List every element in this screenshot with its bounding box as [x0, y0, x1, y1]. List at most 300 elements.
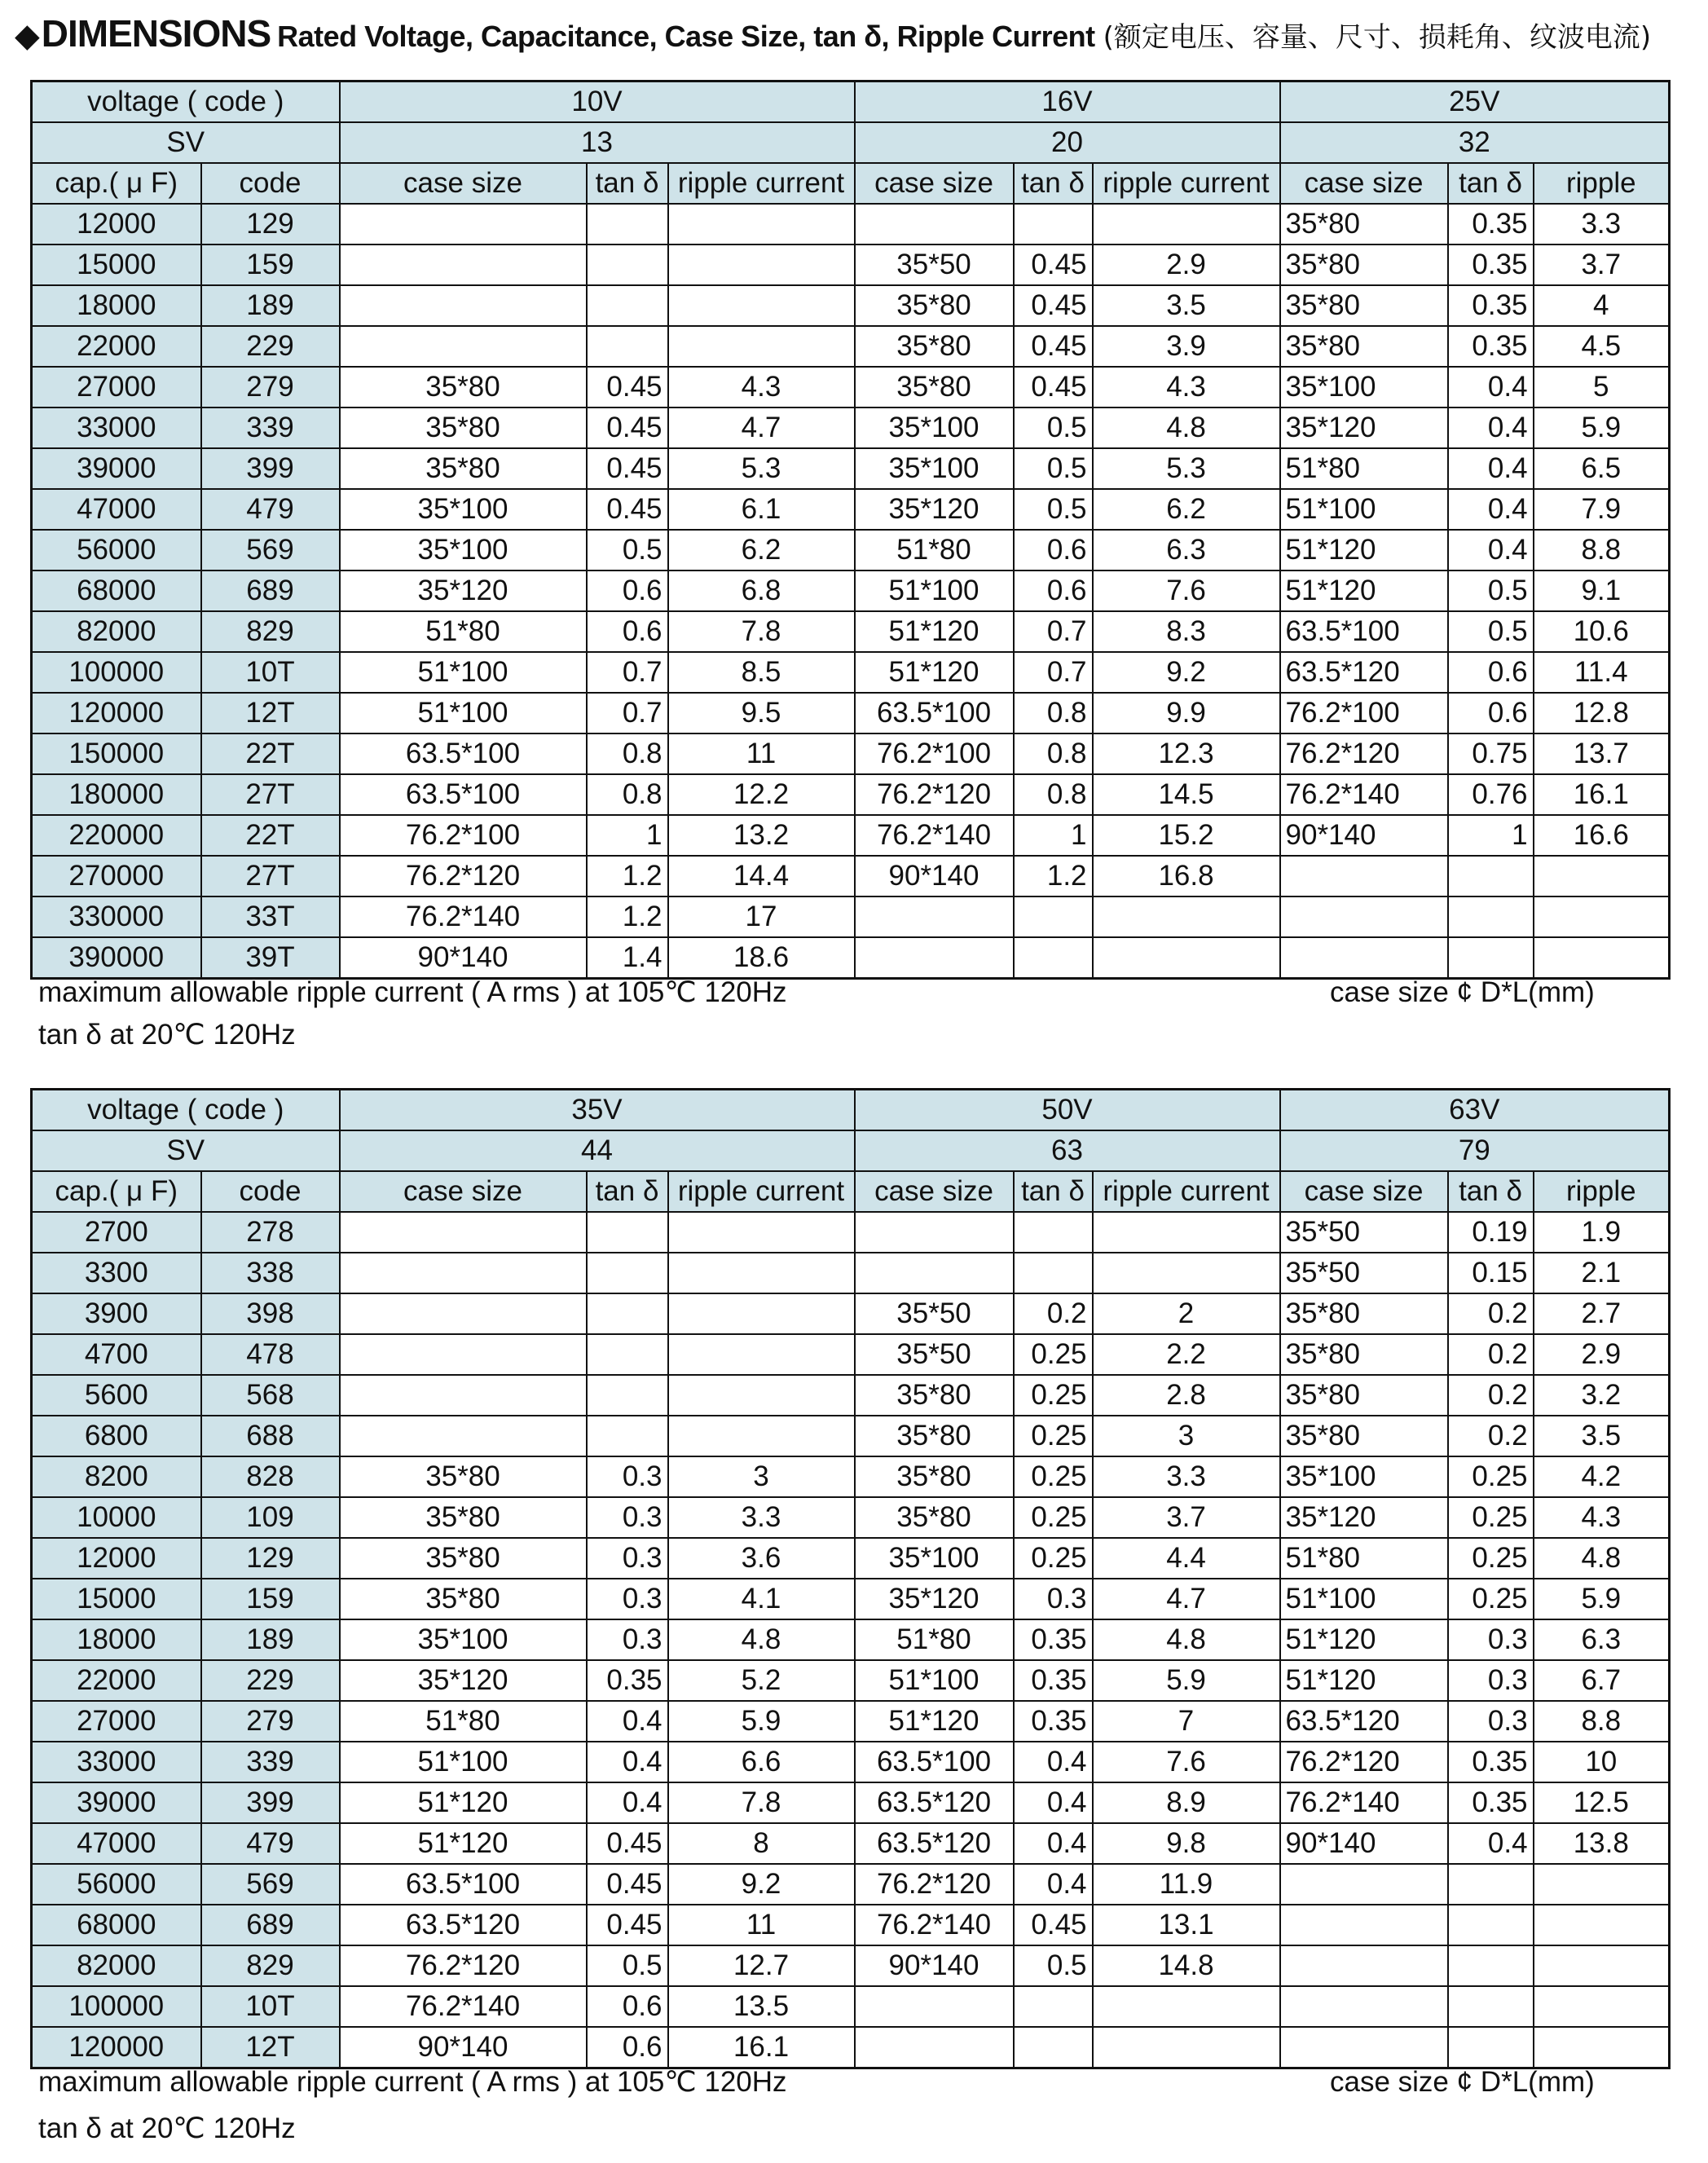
code-cell: 479 — [201, 489, 340, 530]
code-cell: 399 — [201, 448, 340, 489]
ripple-cell — [668, 326, 855, 367]
table-row — [32, 1416, 1670, 1456]
ripple-cell: 12.3 — [1093, 733, 1280, 774]
voltage-code-label: voltage ( code ) — [32, 1090, 340, 1131]
ripple-cell — [1534, 1986, 1670, 2027]
cap-cell: 33000 — [32, 1742, 201, 1782]
table-row — [32, 285, 1670, 326]
ripple-header: ripple current — [668, 1171, 855, 1212]
table-row — [32, 611, 1670, 652]
case-size-cell: 35*80 — [855, 1375, 1014, 1416]
case-size-cell: 35*120 — [1280, 1497, 1448, 1538]
case-size-cell: 76.2*120 — [340, 856, 587, 896]
ripple-cell: 4.3 — [1534, 1497, 1670, 1538]
tan-delta-cell: 0.45 — [587, 448, 668, 489]
table-row — [32, 1579, 1670, 1619]
ripple-cell: 5.9 — [1534, 407, 1670, 448]
tan-delta-cell — [587, 204, 668, 244]
case-size-cell: 51*120 — [1280, 1660, 1448, 1701]
code-cell: 338 — [201, 1253, 340, 1293]
table-row — [32, 1945, 1670, 1986]
cap-cell: 68000 — [32, 1905, 201, 1945]
ripple-cell — [1093, 896, 1280, 937]
code-cell: 109 — [201, 1497, 340, 1538]
case-size-cell: 35*80 — [340, 1456, 587, 1497]
table-row — [32, 244, 1670, 285]
tan-delta-cell: 0.4 — [1014, 1742, 1093, 1782]
tan-delta-cell: 0.5 — [1014, 448, 1093, 489]
cap-header: cap.( μ F) — [32, 1171, 201, 1212]
case-size-cell — [340, 285, 587, 326]
case-size-cell: 51*120 — [340, 1823, 587, 1864]
dimensions-table-low-voltage — [30, 80, 1671, 980]
ripple-cell: 5.9 — [1093, 1660, 1280, 1701]
code-cell: 12T — [201, 2027, 340, 2068]
case-size-cell: 63.5*120 — [1280, 1701, 1448, 1742]
sv-label: SV — [32, 1130, 340, 1171]
code-cell: 339 — [201, 407, 340, 448]
case-size-cell — [1280, 1945, 1448, 1986]
cap-cell: 39000 — [32, 448, 201, 489]
case-size-cell: 51*80 — [340, 611, 587, 652]
code-cell: 39T — [201, 937, 340, 979]
tan-delta-cell: 0.35 — [1014, 1701, 1093, 1742]
cap-cell: 100000 — [32, 1986, 201, 2027]
ripple-cell: 3.6 — [668, 1538, 855, 1579]
cap-cell: 47000 — [32, 1823, 201, 1864]
case-size-cell: 35*120 — [340, 570, 587, 611]
ripple-cell: 16.8 — [1093, 856, 1280, 896]
code-cell: 569 — [201, 530, 340, 570]
ripple-cell — [668, 1293, 855, 1334]
tan-delta-cell: 0.2 — [1448, 1416, 1534, 1456]
ripple-cell: 3.5 — [1534, 1416, 1670, 1456]
table-row — [32, 1293, 1670, 1334]
case-size-cell: 35*50 — [855, 244, 1014, 285]
cap-cell: 39000 — [32, 1782, 201, 1823]
tan-delta-cell: 0.35 — [1448, 326, 1534, 367]
tan-delta-cell: 0.45 — [587, 407, 668, 448]
tan-delta-cell: 0.35 — [1014, 1619, 1093, 1660]
tan-delta-cell: 0.19 — [1448, 1212, 1534, 1253]
tan-delta-header: tan δ — [1448, 1171, 1534, 1212]
ripple-cell — [1093, 1212, 1280, 1253]
case-size-cell: 90*140 — [340, 2027, 587, 2068]
tan-delta-cell: 0.3 — [1448, 1619, 1534, 1660]
cap-cell: 150000 — [32, 733, 201, 774]
ripple-cell: 3.3 — [1093, 1456, 1280, 1497]
tan-delta-cell: 1.2 — [587, 856, 668, 896]
case-size-cell: 35*80 — [340, 1497, 587, 1538]
tan-delta-cell: 0.35 — [1448, 285, 1534, 326]
table-row — [32, 1864, 1670, 1905]
ripple-cell: 8.3 — [1093, 611, 1280, 652]
table-row — [32, 1497, 1670, 1538]
case-size-cell: 76.2*140 — [855, 815, 1014, 856]
tan-delta-cell: 0.75 — [1448, 733, 1534, 774]
table-row — [32, 1253, 1670, 1293]
cap-cell: 12000 — [32, 204, 201, 244]
cap-cell: 27000 — [32, 1701, 201, 1742]
case-size-cell: 35*50 — [1280, 1212, 1448, 1253]
cap-cell: 2700 — [32, 1212, 201, 1253]
tan-delta-cell: 0.6 — [587, 2027, 668, 2068]
ripple-cell: 6.5 — [1534, 448, 1670, 489]
case-size-cell: 51*100 — [1280, 1579, 1448, 1619]
code-cell: 829 — [201, 611, 340, 652]
cap-cell: 120000 — [32, 2027, 201, 2068]
case-size-cell: 35*80 — [1280, 204, 1448, 244]
tan-delta-cell — [587, 285, 668, 326]
ripple-header: ripple — [1534, 1171, 1670, 1212]
tan-delta-cell: 0.5 — [587, 1945, 668, 1986]
case-size-cell: 51*120 — [340, 1782, 587, 1823]
tan-delta-cell: 0.25 — [1014, 1497, 1093, 1538]
ripple-cell: 2.9 — [1093, 244, 1280, 285]
tan-delta-cell: 0.8 — [587, 733, 668, 774]
case-size-cell: 51*120 — [855, 611, 1014, 652]
voltage-header: 16V — [855, 81, 1280, 123]
column-header-row — [32, 163, 1670, 204]
cap-cell: 15000 — [32, 1579, 201, 1619]
cap-cell: 22000 — [32, 326, 201, 367]
case-size-cell — [340, 244, 587, 285]
page-title — [15, 11, 1651, 60]
code-cell: 689 — [201, 1905, 340, 1945]
tan-delta-cell: 0.8 — [587, 774, 668, 815]
tan-delta-cell: 1.2 — [587, 896, 668, 937]
tan-delta-cell: 0.6 — [1014, 530, 1093, 570]
code-cell: 398 — [201, 1293, 340, 1334]
case-size-cell: 35*80 — [1280, 1375, 1448, 1416]
ripple-cell: 4.8 — [668, 1619, 855, 1660]
case-size-cell: 35*120 — [340, 1660, 587, 1701]
ripple-cell: 14.5 — [1093, 774, 1280, 815]
case-size-cell: 63.5*120 — [855, 1782, 1014, 1823]
tan-delta-cell: 0.4 — [587, 1701, 668, 1742]
cap-cell: 12000 — [32, 1538, 201, 1579]
tan-delta-cell: 1 — [587, 815, 668, 856]
case-size-cell: 35*80 — [340, 1579, 587, 1619]
table-row — [32, 815, 1670, 856]
ripple-cell: 4 — [1534, 285, 1670, 326]
code-cell: 829 — [201, 1945, 340, 1986]
case-size-cell: 35*100 — [1280, 1456, 1448, 1497]
case-size-cell: 35*100 — [855, 1538, 1014, 1579]
ripple-cell: 6.2 — [1093, 489, 1280, 530]
tan-delta-cell: 0.45 — [1014, 285, 1093, 326]
case-size-cell — [855, 1253, 1014, 1293]
ripple-cell: 8.8 — [1534, 530, 1670, 570]
cap-cell: 18000 — [32, 285, 201, 326]
tan-delta-cell: 0.5 — [1448, 611, 1534, 652]
note-case-size-2: case size ¢ D*L(mm) — [1330, 2066, 1595, 2098]
ripple-cell: 4.3 — [668, 367, 855, 407]
cap-cell: 8200 — [32, 1456, 201, 1497]
sv-header-row — [32, 122, 1670, 163]
case-size-cell: 51*100 — [855, 570, 1014, 611]
cap-cell: 4700 — [32, 1334, 201, 1375]
case-size-cell: 90*140 — [1280, 1823, 1448, 1864]
code-cell: 33T — [201, 896, 340, 937]
case-size-cell: 90*140 — [855, 1945, 1014, 1986]
tan-delta-cell: 0.45 — [1014, 367, 1093, 407]
tan-delta-cell: 0.25 — [1448, 1579, 1534, 1619]
tan-delta-cell — [1014, 1986, 1093, 2027]
tan-delta-cell: 0.3 — [1448, 1660, 1534, 1701]
ripple-cell: 9.1 — [1534, 570, 1670, 611]
sv-value: 79 — [1280, 1130, 1670, 1171]
table-row — [32, 1538, 1670, 1579]
table-row — [32, 693, 1670, 733]
ripple-cell: 4.7 — [1093, 1579, 1280, 1619]
ripple-cell: 13.5 — [668, 1986, 855, 2027]
ripple-cell — [668, 285, 855, 326]
tan-delta-cell — [1014, 1212, 1093, 1253]
ripple-cell: 7.6 — [1093, 570, 1280, 611]
cap-header: cap.( μ F) — [32, 163, 201, 204]
case-size-cell: 35*80 — [855, 1497, 1014, 1538]
case-size-cell: 35*100 — [855, 407, 1014, 448]
tan-delta-header: tan δ — [587, 1171, 668, 1212]
sv-value: 13 — [340, 122, 855, 163]
tan-delta-cell — [587, 326, 668, 367]
case-size-cell: 51*100 — [340, 652, 587, 693]
table-row — [32, 1742, 1670, 1782]
ripple-cell: 3.3 — [668, 1497, 855, 1538]
tan-delta-cell: 0.8 — [1014, 733, 1093, 774]
ripple-cell: 5.2 — [668, 1660, 855, 1701]
case-size-cell: 76.2*120 — [340, 1945, 587, 1986]
tan-delta-cell: 0.5 — [1014, 489, 1093, 530]
case-size-header: case size — [855, 1171, 1014, 1212]
case-size-cell: 51*120 — [855, 1701, 1014, 1742]
table-row — [32, 1905, 1670, 1945]
note-tan-2: tan δ at 20℃ 120Hz — [38, 2112, 296, 2144]
tan-delta-cell: 0.35 — [1448, 1782, 1534, 1823]
code-cell: 399 — [201, 1782, 340, 1823]
ripple-cell: 13.7 — [1534, 733, 1670, 774]
case-size-cell: 35*100 — [340, 530, 587, 570]
tan-delta-cell: 0.2 — [1014, 1293, 1093, 1334]
code-cell: 22T — [201, 815, 340, 856]
ripple-cell: 6.7 — [1534, 1660, 1670, 1701]
tan-delta-cell — [1448, 1986, 1534, 2027]
tan-delta-cell: 0.35 — [1448, 204, 1534, 244]
tan-delta-cell: 0.35 — [1448, 244, 1534, 285]
cap-cell: 3300 — [32, 1253, 201, 1293]
note-ripple-1: maximum allowable ripple current ( A rms ) at 105℃ 120Hz — [38, 976, 787, 1008]
cap-cell: 82000 — [32, 1945, 201, 1986]
tan-delta-cell: 0.3 — [587, 1538, 668, 1579]
case-size-cell — [340, 1212, 587, 1253]
ripple-cell: 3.7 — [1093, 1497, 1280, 1538]
ripple-cell: 3 — [1093, 1416, 1280, 1456]
ripple-cell: 2.8 — [1093, 1375, 1280, 1416]
case-size-cell — [340, 1253, 587, 1293]
ripple-header: ripple — [1534, 163, 1670, 204]
case-size-cell: 35*80 — [1280, 285, 1448, 326]
ripple-cell: 4.7 — [668, 407, 855, 448]
sv-value: 32 — [1280, 122, 1670, 163]
ripple-cell: 14.8 — [1093, 1945, 1280, 1986]
tan-delta-cell: 0.4 — [1014, 1782, 1093, 1823]
ripple-cell: 9.9 — [1093, 693, 1280, 733]
tan-delta-cell: 0.3 — [587, 1456, 668, 1497]
ripple-header: ripple current — [1093, 163, 1280, 204]
tan-delta-cell: 1 — [1448, 815, 1534, 856]
ripple-cell: 12.2 — [668, 774, 855, 815]
tan-delta-cell: 0.4 — [1448, 407, 1534, 448]
ripple-cell — [1093, 1986, 1280, 2027]
tan-delta-cell: 0.5 — [1448, 570, 1534, 611]
tan-delta-cell: 0.6 — [587, 570, 668, 611]
table-row — [32, 530, 1670, 570]
ripple-cell: 2 — [1093, 1293, 1280, 1334]
ripple-cell: 2.2 — [1093, 1334, 1280, 1375]
tan-delta-cell: 0.3 — [587, 1619, 668, 1660]
tan-delta-cell: 0.25 — [1014, 1416, 1093, 1456]
diamond-bullet-icon: ◆ — [15, 18, 40, 54]
tan-delta-cell — [1014, 204, 1093, 244]
code-cell: 12T — [201, 693, 340, 733]
table-row — [32, 652, 1670, 693]
cap-cell: 3900 — [32, 1293, 201, 1334]
table-row — [32, 1212, 1670, 1253]
case-size-header: case size — [340, 163, 587, 204]
case-size-cell — [855, 896, 1014, 937]
case-size-cell — [855, 937, 1014, 979]
tan-delta-cell: 0.2 — [1448, 1293, 1534, 1334]
tan-delta-cell — [587, 244, 668, 285]
ripple-cell: 3.9 — [1093, 326, 1280, 367]
tan-delta-header: tan δ — [1014, 1171, 1093, 1212]
tan-delta-cell: 0.25 — [1014, 1456, 1093, 1497]
sv-value: 63 — [855, 1130, 1280, 1171]
case-size-cell — [855, 2027, 1014, 2068]
case-size-cell: 35*120 — [1280, 407, 1448, 448]
tan-delta-cell: 1.4 — [587, 937, 668, 979]
ripple-cell: 8.8 — [1534, 1701, 1670, 1742]
tan-delta-cell — [587, 1416, 668, 1456]
code-cell: 22T — [201, 733, 340, 774]
case-size-cell: 76.2*140 — [340, 1986, 587, 2027]
table-row — [32, 489, 1670, 530]
tan-delta-cell: 0.4 — [1448, 448, 1534, 489]
tan-delta-cell: 0.4 — [1448, 367, 1534, 407]
case-size-cell — [340, 1334, 587, 1375]
case-size-cell: 51*80 — [340, 1701, 587, 1742]
dimensions-table-high-voltage — [30, 1088, 1671, 2069]
ripple-cell: 3 — [668, 1456, 855, 1497]
tan-delta-cell: 0.3 — [587, 1579, 668, 1619]
case-size-cell: 76.2*100 — [855, 733, 1014, 774]
code-cell: 568 — [201, 1375, 340, 1416]
tan-delta-cell: 0.8 — [1014, 693, 1093, 733]
ripple-cell — [1534, 896, 1670, 937]
ripple-cell: 6.3 — [1534, 1619, 1670, 1660]
ripple-cell: 9.2 — [1093, 652, 1280, 693]
ripple-cell — [1534, 1864, 1670, 1905]
table-row — [32, 1375, 1670, 1416]
case-size-cell: 51*120 — [855, 652, 1014, 693]
table-row — [32, 1660, 1670, 1701]
case-size-cell: 76.2*120 — [1280, 1742, 1448, 1782]
tan-delta-cell: 0.25 — [1448, 1497, 1534, 1538]
ripple-cell: 5.3 — [1093, 448, 1280, 489]
case-size-cell: 76.2*120 — [1280, 733, 1448, 774]
column-header-row — [32, 1171, 1670, 1212]
ripple-header: ripple current — [1093, 1171, 1280, 1212]
ripple-header: ripple current — [668, 163, 855, 204]
ripple-cell: 7 — [1093, 1701, 1280, 1742]
tan-delta-cell: 0.4 — [587, 1742, 668, 1782]
case-size-cell: 35*80 — [1280, 244, 1448, 285]
tan-delta-header: tan δ — [587, 163, 668, 204]
table-row — [32, 937, 1670, 979]
ripple-cell — [668, 1375, 855, 1416]
tan-delta-cell: 0.4 — [1448, 1823, 1534, 1864]
table-row — [32, 570, 1670, 611]
case-size-cell — [855, 204, 1014, 244]
table-row — [32, 1701, 1670, 1742]
cap-cell: 6800 — [32, 1416, 201, 1456]
case-size-cell: 51*100 — [340, 693, 587, 733]
code-cell: 279 — [201, 367, 340, 407]
ripple-cell: 15.2 — [1093, 815, 1280, 856]
ripple-cell: 6.3 — [1093, 530, 1280, 570]
ripple-cell: 4.5 — [1534, 326, 1670, 367]
tan-delta-cell: 0.35 — [1448, 1742, 1534, 1782]
cap-cell: 10000 — [32, 1497, 201, 1538]
tan-delta-cell: 0.25 — [1448, 1538, 1534, 1579]
table-row — [32, 407, 1670, 448]
code-cell: 129 — [201, 204, 340, 244]
tan-delta-cell: 0.45 — [1014, 244, 1093, 285]
case-size-cell: 35*80 — [855, 326, 1014, 367]
case-size-header: case size — [340, 1171, 587, 1212]
cap-cell: 220000 — [32, 815, 201, 856]
tan-delta-cell: 0.3 — [1448, 1701, 1534, 1742]
tan-delta-cell — [1448, 2027, 1534, 2068]
case-size-cell: 90*140 — [855, 856, 1014, 896]
ripple-cell: 3.3 — [1534, 204, 1670, 244]
tan-delta-cell: 0.5 — [1014, 407, 1093, 448]
tan-delta-cell: 1 — [1014, 815, 1093, 856]
tan-delta-cell — [587, 1212, 668, 1253]
code-header: code — [201, 1171, 340, 1212]
cap-cell: 56000 — [32, 1864, 201, 1905]
ripple-cell: 16.1 — [1534, 774, 1670, 815]
ripple-cell — [1534, 856, 1670, 896]
tan-delta-cell — [587, 1375, 668, 1416]
case-size-cell — [1280, 1864, 1448, 1905]
tan-delta-cell — [1448, 937, 1534, 979]
tan-delta-cell: 0.3 — [1014, 1579, 1093, 1619]
table-row — [32, 1334, 1670, 1375]
table-row — [32, 1619, 1670, 1660]
ripple-cell: 13.1 — [1093, 1905, 1280, 1945]
tan-delta-cell: 0.4 — [587, 1782, 668, 1823]
tan-delta-cell: 0.8 — [1014, 774, 1093, 815]
sv-value: 20 — [855, 122, 1280, 163]
title-main: DIMENSIONS — [41, 12, 271, 55]
ripple-cell: 2.7 — [1534, 1293, 1670, 1334]
ripple-cell: 6.8 — [668, 570, 855, 611]
table-row — [32, 448, 1670, 489]
tan-delta-cell: 0.5 — [1014, 1945, 1093, 1986]
ripple-cell — [1534, 1905, 1670, 1945]
